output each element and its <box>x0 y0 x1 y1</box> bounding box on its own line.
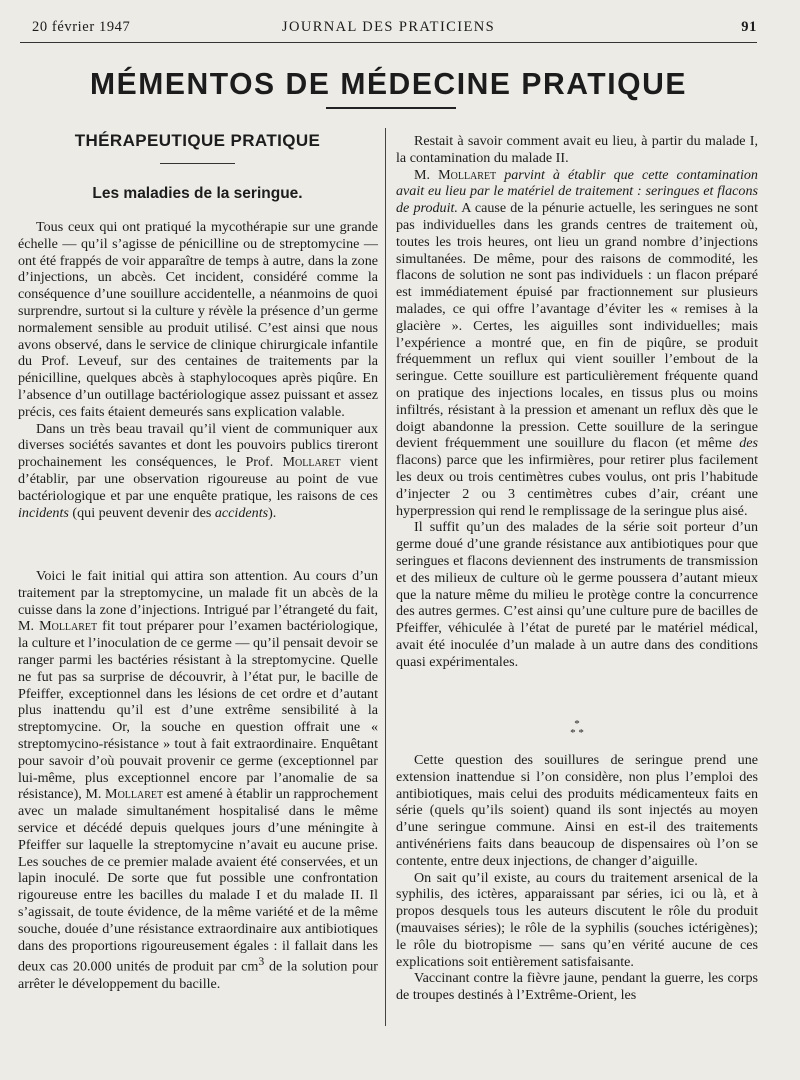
author-name: Mollaret <box>282 454 341 471</box>
header-date: 20 février 1947 <box>32 19 131 35</box>
title-rule <box>326 107 456 109</box>
section-heading: THÉRAPEUTIQUE PRATIQUE <box>74 131 321 150</box>
paragraph: Tous ceux qui ont pratiqué la mycothérapie sur une grande échelle — qu’il s’agisse de pénicilline ou de streptomycine — ont été frappés de voir apparaître de temps à autre, dans la zone d’injections, un abcès. Cet incident, considéré comme la conséquence d’une souillure accidentelle, a néanmoins de quoi surprendre, surtout si la culture y révèle la présence d’un germe normalement sensible au produit utilisé. C’est ainsi que nous avons observé, dans le service de clinique chirurgicale infantile du Prof. Leveuf, sur des centaines de traitements par la pénicilline, quelques abcès à staphylocoques après piqûre. En l’absence d’un outillage bactériologique assez puissant et assez précis, ces faits étaient demeurés sans explication valable. <box>18 219 378 420</box>
paragraph: Vaccinant contre la fièvre jaune, pendant la guerre, les corps de troupes destinés à l’Extrême-Orient, les <box>396 970 758 1004</box>
page-number: 91 <box>741 19 757 35</box>
column-divider <box>385 128 386 1026</box>
paragraph: M. Mollaret parvint à établir que cette contamination avait eu lieu par le matériel de traitement : seringues et flacons de produit. A cause de la pénurie actuelle, les seringues ne sont pas individuelles dans les grands centres de traitement où, toutes les trois heures, ont lieu un grand nombre d’injections simultanées. De même, pour des raisons de commodité, les flacons de solution ne sont pas individuels : un flacon préparé est immédiatement épuisé par fractionnement sur plusieurs malades, ce qui offre l’avantage d’éviter les « remises à la glacière ». Certes, les aiguilles sont individuelles; mais l’expérience a montré que, en fin de piqûre, se produit fréquemment un reflux qui vient souiller l’embout de la seringue. Cette souillure est particulièrement fréquente quand on pratique des injections locales, en tissus plus ou moins infiltrés, résistant à la pression et amenant un reflux dès que le doigt abandonne la pression. Cette souillure de la seringue devient fréquemment une souillure du flacon (et même des flacons) parce que les infirmières, pour retirer plus facilement les deux ou trois centimètres cubes voulus, ont pris l’habitude d’injecter 2 ou 3 centimètres cubes d’air, créant une hyperpression qui rend le remplissage de la seringue plus aisé. <box>396 166 758 519</box>
left-column-text-bottom <box>18 568 378 993</box>
section-break-asterism: * * * <box>570 718 584 739</box>
paragraph: Il suffit qu’un des malades de la série soit porteur d’un germe doué d’une grande résistance aux antibiotiques pour que seringues et flacons deviennent des instruments de transmission et des milieux de culture où le germe poussera d’autant mieux que la nature même du milieu le protège contre la concurrence des autres germes. C’est ainsi qu’une culture pure de bacilles de Pfeiffer, véhiculée à l’état de pureté par le matériel médical, avait été inoculée d’un malade à un autre dans des conditions quasi expérimentales. <box>396 519 758 670</box>
page-title: MÉMENTOS DE MÉDECINE PRATIQUE <box>90 66 687 101</box>
right-column-text-top <box>396 133 758 671</box>
author-name: Mollaret <box>39 618 98 635</box>
running-header <box>20 19 757 39</box>
paragraph: Restait à savoir comment avait eu lieu, à partir du malade I, la contamination du malade II. <box>396 133 758 166</box>
author-name: Mollaret <box>438 166 497 183</box>
section-rule <box>160 163 235 164</box>
journal-name: JOURNAL DES PRATICIENS <box>281 19 496 35</box>
paragraph: Voici le fait initial qui attira son attention. Au cours d’un traitement par la streptomycine, un malade fit un abcès de la cuisse dans la zone d’injections. Intrigué par l’étrangeté du fait, M. Mollaret fit tout préparer pour l’examen bactériologique, la culture et l’inoculation de ce germe — qu’il pensait devoir se ranger parmi les bactéries résistant à la streptomycine. Quelle ne fut pas sa surprise de découvrir, à l’état pur, le bacille de Pfeiffer, exceptionnel dans les lésions de cet ordre et d’autant plus inattendu qu’il est d’une extrême sensibilité à la streptomycine. Or, la souche en question offrait une « streptomycino-résistance » tout à fait extraordinaire. Enquêtant pour savoir d’où pouvait provenir ce germe (exceptionnel par lui-même, plus exceptionnel encore par l’anomalie de sa résistance), M. Mollaret est amené à établir un rapprochement avec un malade simultanément hospitalisé dans le même service et décédé depuis quelques jours d’une méningite à Pfeiffer sur laquelle la streptomycine n’avait eu aucune prise. Les souches de ce premier malade avaient été conservées, et un lapin inoculé. De sorte que fut possible une confrontation rigoureuse entre les bacilles du malade I et du malade II. Il s’agissait, de toute évidence, de la même variété et de la même souche, douée d’une résistance extraordinaire aux antibiotiques dans des proportions rigoureusement égales : il fallait dans les deux cas 20.000 unités de produit par $cm^3$ de la solution pour arrêter le développement du bacille. <box>18 568 378 992</box>
right-column-text-bottom <box>396 752 758 1004</box>
article-subheading: Les maladies de la seringue. <box>92 185 303 202</box>
author-name: Mollaret <box>105 786 164 803</box>
header-rule <box>20 42 757 43</box>
paragraph: Cette question des souillures de seringue prend une extension inattendue si l’on considère, non plus l’emploi des antibiotiques, mais celui des produits médicamenteux faits en série (quels qu’ils soient) quand ils sont injectés au moyen d’une seringue commune. Ainsi en est-il des traitements antivénériens faits dans beaucoup de dispensaires où l’on se contente, entre deux injections, de changer d’aiguille. <box>396 752 758 869</box>
left-column-text-top <box>18 219 378 521</box>
paragraph: Dans un très beau travail qu’il vient de communiquer aux diverses sociétés savantes et dont les pouvoirs publics tireront prochainement les conséquences, le Prof. Mollaret vient d’établir, par une observation rigoureuse au point de vue bactériologique et par une enquête pratique, les raisons de ces incidents (qui peuvent devenir des accidents). <box>18 420 378 521</box>
paragraph: On sait qu’il existe, au cours du traitement arsenical de la syphilis, des ictères, apparaissant par séries, ici ou là, et à propos desquels tous les auteurs discutent le rôle du produit (mauvaises séries); le rôle de la syphilis (souches ictérigènes); le rôle du biotropisme — sans qu’en vérité aucune de ces explications soit entièrement satisfaisante. <box>396 869 758 970</box>
